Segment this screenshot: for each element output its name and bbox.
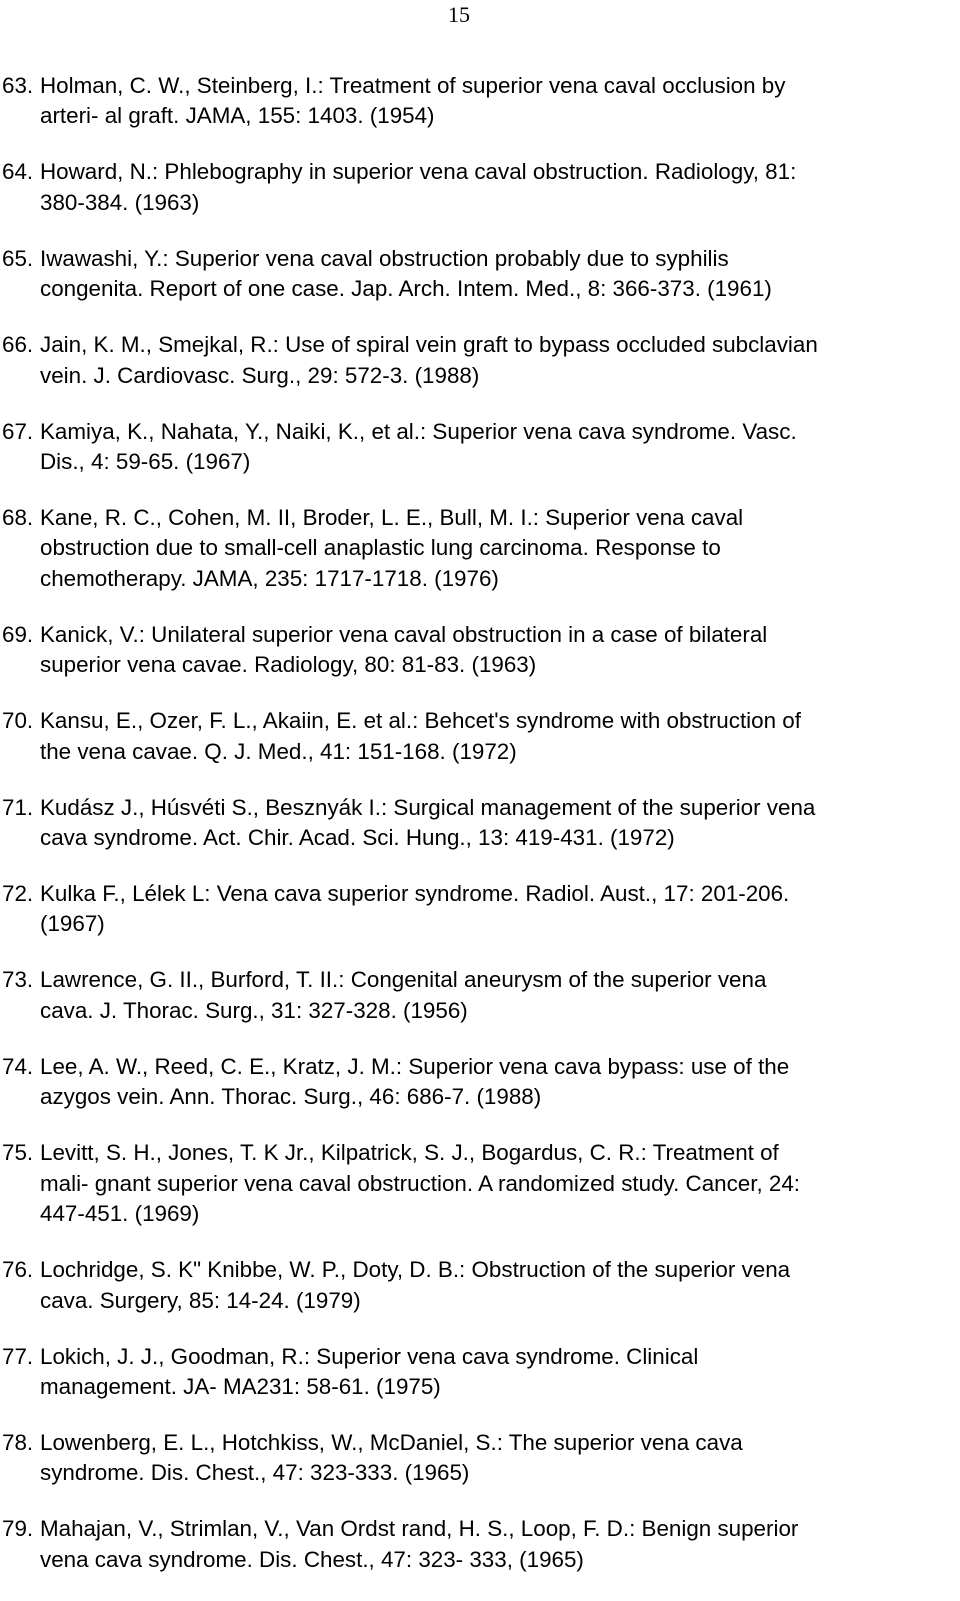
citation-line: Holman, C. W., Steinberg, I.: Treatment of superior vena caval occlusion by	[40, 73, 786, 98]
citation-line: Kamiya, K., Nahata, Y., Naiki, K., et al.: Superior vena cava syndrome. Vasc.	[40, 418, 797, 444]
reference-number: 77.	[2, 1343, 34, 1369]
page-number: 15	[448, 2, 470, 27]
reference-entry	[2, 965, 952, 1026]
reference-number: 66.	[2, 332, 34, 358]
citation-line: 380-384. (1963)	[40, 189, 200, 215]
reference-citation	[40, 71, 952, 132]
citation-line: Kanick, V.: Unilateral superior vena caval obstruction in a case of bilateral	[40, 621, 768, 647]
reference-entry	[2, 1138, 952, 1229]
reference-list	[2, 71, 952, 1601]
reference-number: 65.	[2, 245, 34, 271]
reference-citation	[40, 1514, 952, 1575]
citation-line: Lowenberg, E. L., Hotchkiss, W., McDaniel, S.: The superior vena cava	[40, 1429, 743, 1455]
citation-line: Kulka F., Lélek L: Vena cava superior syndrome. Radiol. Aust., 17: 201-206.	[40, 881, 790, 907]
reference-entry	[2, 71, 952, 132]
reference-citation	[40, 1255, 952, 1316]
citation-line: mali- gnant superior vena caval obstruction. A randomized study. Cancer, 24:	[40, 1170, 801, 1196]
citation-line: chemotherapy. JAMA, 235: 1717-1718. (1976)	[40, 565, 499, 591]
reference-citation	[40, 417, 952, 478]
citation-line: syndrome. Dis. Chest., 47: 323-333. (1965)	[40, 1460, 470, 1486]
reference-number: 64.	[2, 159, 34, 185]
reference-number: 73.	[2, 967, 34, 993]
reference-entry	[2, 330, 952, 391]
reference-citation	[40, 1342, 952, 1403]
citation-line: cava. Surgery, 85: 14-24. (1979)	[40, 1287, 361, 1313]
reference-entry	[2, 417, 952, 478]
citation-line: Jain, K. M., Smejkal, R.: Use of spiral vein graft to bypass occluded subclavian	[40, 332, 818, 358]
reference-number: 72.	[2, 881, 34, 907]
citation-line: Iwawashi, Y.: Superior vena caval obstruction probably due to syphilis	[40, 245, 729, 271]
citation-line: vein. J. Cardiovasc. Surg., 29: 572-3. (1988)	[40, 362, 480, 388]
reference-entry	[2, 1052, 952, 1113]
reference-citation	[40, 1052, 952, 1113]
reference-citation	[40, 793, 952, 854]
reference-number: 76.	[2, 1257, 34, 1283]
citation-line: Lawrence, G. II., Burford, T. II.: Congenital aneurysm of the superior vena	[40, 967, 767, 993]
reference-citation	[40, 157, 952, 218]
reference-citation	[40, 330, 952, 391]
citation-line: Kudász J., Húsvéti S., Besznyák I.: Surgical management of the superior vena	[40, 794, 816, 820]
citation-line: vena cava syndrome. Dis. Chest., 47: 323- 333, (1965)	[40, 1546, 584, 1572]
reference-citation	[40, 965, 952, 1026]
citation-line: Dis., 4: 59-65. (1967)	[40, 449, 251, 475]
reference-entry	[2, 793, 952, 854]
citation-line: Lokich, J. J., Goodman, R.: Superior vena cava syndrome. Clinical	[40, 1343, 699, 1369]
citation-line: obstruction due to small-cell anaplastic lung carcinoma. Response to	[40, 535, 721, 561]
reference-entry	[2, 1514, 952, 1575]
citation-line: the vena cavae. Q. J. Med., 41: 151-168. (1972)	[40, 738, 517, 764]
citation-line: 447-451. (1969)	[40, 1201, 200, 1227]
reference-citation	[40, 503, 952, 594]
citation-line: cava. J. Thorac. Surg., 31: 327-328. (1956)	[40, 997, 468, 1023]
citation-line: Lochridge, S. K" Knibbe, W. P., Doty, D. B.: Obstruction of the superior vena	[40, 1257, 791, 1283]
reference-citation	[40, 620, 952, 681]
reference-citation	[40, 879, 952, 940]
citation-line: (1967)	[40, 911, 105, 937]
citation-line: management. JA- MA231: 58-61. (1975)	[40, 1373, 441, 1399]
citation-line: Howard, N.: Phlebography in superior vena caval obstruction. Radiology, 81:	[40, 159, 797, 185]
citation-line: Levitt, S. H., Jones, T. K Jr., Kilpatrick, S. J., Bogardus, C. R.: Treatment of	[40, 1140, 779, 1166]
citation-line: azygos vein. Ann. Thorac. Surg., 46: 686-7. (1988)	[40, 1084, 542, 1110]
reference-entry	[2, 503, 952, 594]
citation-line: Kane, R. C., Cohen, M. II, Broder, L. E., Bull, M. I.: Superior vena caval	[40, 505, 744, 531]
reference-number: 71.	[2, 794, 34, 820]
reference-entry	[2, 706, 952, 767]
reference-number: 69.	[2, 621, 34, 647]
reference-number: 70.	[2, 708, 34, 734]
reference-entry	[2, 879, 952, 940]
reference-citation	[40, 1138, 952, 1229]
citation-line: Mahajan, V., Strimlan, V., Van Ordst rand, H. S., Loop, F. D.: Benign superior	[40, 1516, 799, 1542]
reference-entry	[2, 1255, 952, 1316]
reference-entry	[2, 157, 952, 218]
citation-line: congenita. Report of one case. Jap. Arch. Intem. Med., 8: 366-373. (1961)	[40, 276, 772, 302]
reference-number: 78.	[2, 1429, 34, 1455]
reference-entry	[2, 1342, 952, 1403]
reference-number: 75.	[2, 1140, 34, 1166]
reference-number: 74.	[2, 1053, 34, 1079]
reference-entry	[2, 620, 952, 681]
reference-entry	[2, 244, 952, 305]
reference-number: 68.	[2, 505, 34, 531]
reference-number: 67.	[2, 418, 34, 444]
citation-line: Kansu, E., Ozer, F. L., Akaiin, E. et al.: Behcet's syndrome with obstruction of	[40, 708, 801, 734]
reference-citation	[40, 1428, 952, 1489]
citation-line: Lee, A. W., Reed, C. E., Kratz, J. M.: Superior vena cava bypass: use of the	[40, 1053, 790, 1079]
reference-number: 63.	[2, 73, 34, 98]
citation-line: superior vena cavae. Radiology, 80: 81-83. (1963)	[40, 652, 537, 678]
citation-line: arteri- al graft. JAMA, 155: 1403. (1954)	[40, 103, 435, 129]
citation-line: cava syndrome. Act. Chir. Acad. Sci. Hung., 13: 419-431. (1972)	[40, 825, 675, 851]
reference-number: 79.	[2, 1516, 34, 1542]
reference-citation	[40, 244, 952, 305]
reference-entry	[2, 1428, 952, 1489]
reference-citation	[40, 706, 952, 767]
